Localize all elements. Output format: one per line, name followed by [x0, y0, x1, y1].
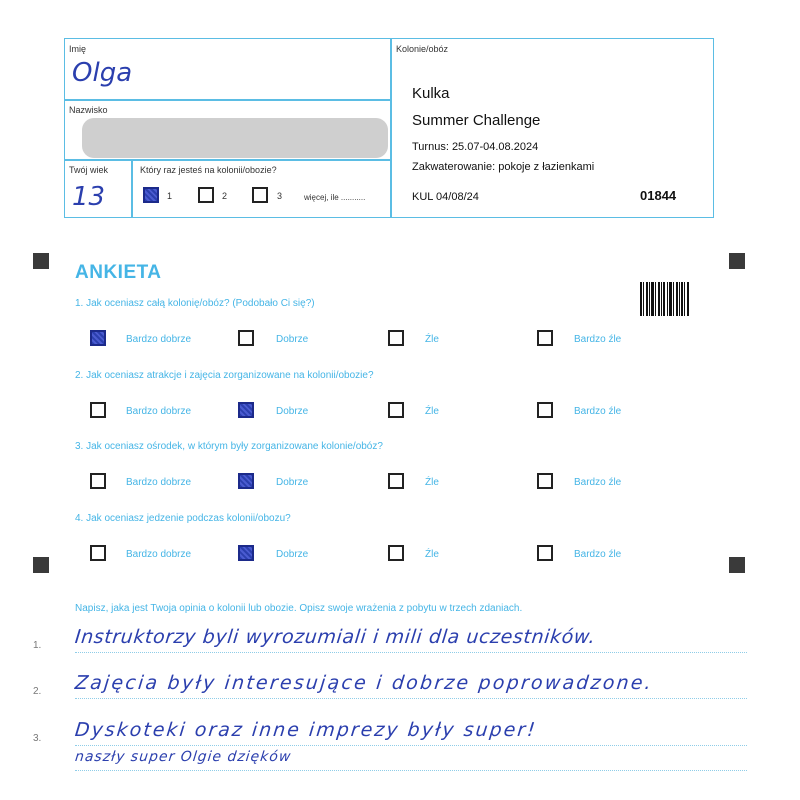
q3-option-dobrze[interactable] — [238, 473, 254, 489]
wiek-label: Twój wiek — [69, 165, 109, 175]
ktory-raz-1-checkbox[interactable] — [143, 187, 159, 203]
ktory-raz-3-checkbox[interactable] — [252, 187, 268, 203]
survey-title: ANKIETA — [75, 262, 162, 283]
ktory-raz-3-label: 3 — [277, 191, 283, 201]
q3-option-zle[interactable] — [388, 473, 404, 489]
imie-value[interactable]: Olga — [72, 58, 133, 88]
opinion-line-3-rule — [75, 745, 747, 746]
q4-option-bardzo-dobrze[interactable] — [90, 545, 106, 561]
registration-mark-bottom-left — [33, 557, 49, 573]
q2-label-dobrze: Dobrze — [276, 406, 309, 417]
q1-option-bardzo-zle[interactable] — [537, 330, 553, 346]
q2-option-bardzo-dobrze[interactable] — [90, 402, 106, 418]
q2-option-dobrze[interactable] — [238, 402, 254, 418]
imie-label: Imię — [69, 44, 87, 54]
ktory-raz-label: Który raz jesteś na kolonii/obozie? — [140, 165, 277, 175]
form-number: 01844 — [640, 188, 677, 203]
q4-label-zle: Źle — [425, 549, 439, 560]
question-4: 4. Jak oceniasz jedzenie podczas kolonii/obozu? — [75, 513, 291, 524]
ktory-raz-1-label: 1 — [167, 191, 173, 201]
q3-label-zle: Źle — [425, 477, 439, 488]
question-2: 2. Jak oceniasz atrakcje i zajęcia zorganizowane na kolonii/obozie? — [75, 370, 374, 381]
opinion-line-3-continuation[interactable]: naszły super Olgie dzięków — [74, 749, 293, 765]
q1-label-zle: Źle — [425, 334, 439, 345]
kolonie-label: Kolonie/obóz — [396, 44, 449, 54]
nazwisko-label: Nazwisko — [69, 105, 108, 115]
q1-option-dobrze[interactable] — [238, 330, 254, 346]
opinion-line-1-number: 1. — [33, 640, 42, 651]
q1-label-bardzo-dobrze: Bardzo dobrze — [126, 334, 192, 345]
q3-option-bardzo-dobrze[interactable] — [90, 473, 106, 489]
registration-mark-top-right — [729, 253, 745, 269]
opinion-line-4-rule — [75, 770, 747, 771]
header-divider-age — [131, 159, 133, 217]
opinion-line-2-rule — [75, 698, 747, 699]
ktory-raz-2-label: 2 — [222, 191, 228, 201]
camp-program: Summer Challenge — [412, 112, 541, 129]
q4-label-bardzo-zle: Bardzo źle — [574, 549, 622, 560]
ktory-raz-more-label: więcej, ile ........... — [304, 193, 366, 202]
q2-option-bardzo-zle[interactable] — [537, 402, 553, 418]
opinion-line-3-text[interactable]: Dyskoteki oraz inne imprezy były super! — [73, 719, 538, 741]
q2-option-zle[interactable] — [388, 402, 404, 418]
q2-label-bardzo-dobrze: Bardzo dobrze — [126, 406, 192, 417]
q4-option-dobrze[interactable] — [238, 545, 254, 561]
opinion-line-2-number: 2. — [33, 686, 42, 697]
opinion-line-1-rule — [75, 652, 747, 653]
question-3: 3. Jak oceniasz ośrodek, w którym były zorganizowane kolonie/obóz? — [75, 441, 383, 452]
redacted-surname — [82, 118, 388, 158]
question-1: 1. Jak oceniasz całą kolonię/obóz? (Podobało Ci się?) — [75, 298, 315, 309]
q3-label-bardzo-zle: Bardzo źle — [574, 477, 622, 488]
q3-option-bardzo-zle[interactable] — [537, 473, 553, 489]
q2-label-bardzo-zle: Bardzo źle — [574, 406, 622, 417]
opinion-prompt: Napisz, jaka jest Twoja opinia o kolonii lub obozie. Opisz swoje wrażenia z pobytu w trzech zdaniach. — [75, 603, 523, 614]
q1-label-dobrze: Dobrze — [276, 334, 309, 345]
registration-mark-bottom-right — [729, 557, 745, 573]
q3-label-bardzo-dobrze: Bardzo dobrze — [126, 477, 192, 488]
q3-label-dobrze: Dobrze — [276, 477, 309, 488]
opinion-line-2-text[interactable]: Zajęcia były interesujące i dobrze poprowadzone. — [73, 672, 655, 694]
turnus: Turnus: 25.07-04.08.2024 — [412, 141, 539, 153]
ktory-raz-2-checkbox[interactable] — [198, 187, 214, 203]
q4-option-zle[interactable] — [388, 545, 404, 561]
barcode — [640, 282, 693, 316]
camp-code: KUL 04/08/24 — [412, 191, 479, 203]
camp-name: Kulka — [412, 85, 450, 102]
header-divider-1 — [65, 99, 390, 101]
wiek-value[interactable]: 13 — [72, 182, 106, 212]
q1-option-bardzo-dobrze[interactable] — [90, 330, 106, 346]
opinion-line-1-text[interactable]: Instruktorzy byli wyrozumiali i mili dla uczestników. — [73, 626, 597, 648]
q4-label-dobrze: Dobrze — [276, 549, 309, 560]
q4-label-bardzo-dobrze: Bardzo dobrze — [126, 549, 192, 560]
registration-mark-top-left — [33, 253, 49, 269]
q1-option-zle[interactable] — [388, 330, 404, 346]
q4-option-bardzo-zle[interactable] — [537, 545, 553, 561]
header-divider-vertical — [390, 39, 392, 217]
zakwaterowanie: Zakwaterowanie: pokoje z łazienkami — [412, 161, 595, 173]
header-divider-2 — [65, 159, 390, 161]
opinion-line-3-number: 3. — [33, 733, 42, 744]
q1-label-bardzo-zle: Bardzo źle — [574, 334, 622, 345]
q2-label-zle: Źle — [425, 406, 439, 417]
